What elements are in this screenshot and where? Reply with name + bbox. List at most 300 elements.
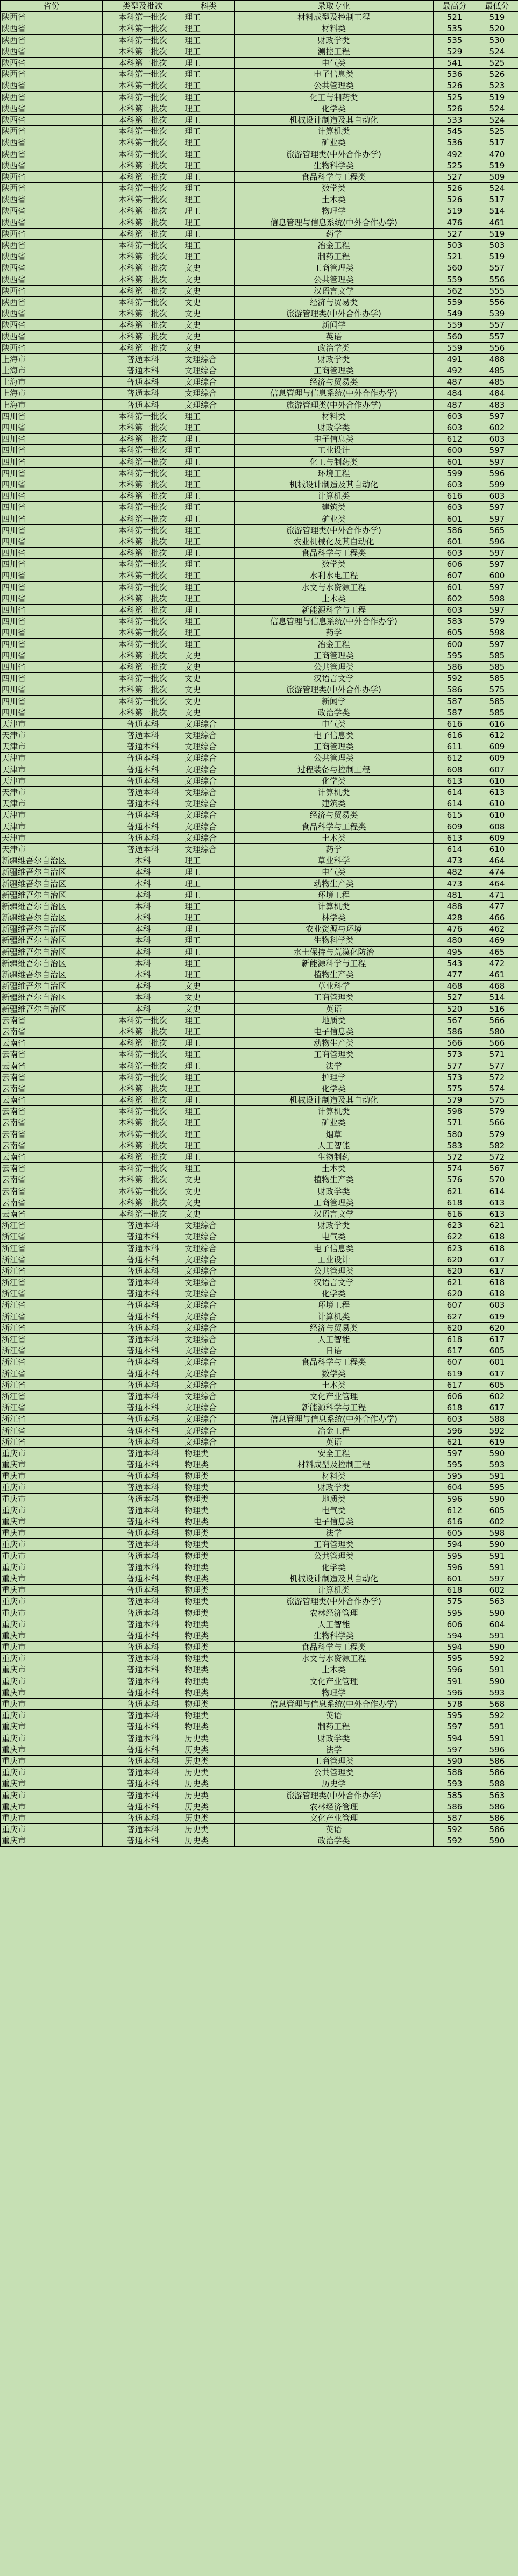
cell-subject-category: 物理类 xyxy=(183,1505,235,1516)
cell-max-score: 503 xyxy=(434,239,476,251)
cell-max-score: 597 xyxy=(434,1744,476,1755)
cell-province: 重庆市 xyxy=(1,1630,103,1641)
cell-max-score: 586 xyxy=(434,1801,476,1812)
cell-batch-type: 本科 xyxy=(103,912,183,924)
cell-province: 新疆维吾尔自治区 xyxy=(1,924,103,935)
cell-max-score: 592 xyxy=(434,673,476,684)
table-row xyxy=(1,239,518,251)
cell-subject-category: 物理类 xyxy=(183,1471,235,1482)
cell-province: 云南省 xyxy=(1,1071,103,1083)
cell-admitted-major: 生物科学类 xyxy=(235,160,434,171)
cell-subject-category: 物理类 xyxy=(183,1619,235,1630)
cell-min-score: 603 xyxy=(476,491,518,502)
cell-max-score: 575 xyxy=(434,1596,476,1607)
cell-admitted-major: 计算机类 xyxy=(235,900,434,912)
cell-province: 新疆维吾尔自治区 xyxy=(1,957,103,969)
cell-min-score: 585 xyxy=(476,707,518,718)
cell-admitted-major: 汉语言文学 xyxy=(235,1277,434,1288)
cell-min-score: 617 xyxy=(476,1265,518,1276)
cell-admitted-major: 经济与贸易类 xyxy=(235,1322,434,1333)
cell-province: 浙江省 xyxy=(1,1379,103,1390)
cell-batch-type: 普通本科 xyxy=(103,1265,183,1276)
table-row xyxy=(1,821,518,832)
cell-admitted-major: 土木类 xyxy=(235,832,434,843)
cell-admitted-major: 化工与制药类 xyxy=(235,91,434,103)
cell-min-score: 590 xyxy=(476,1493,518,1505)
cell-min-score: 462 xyxy=(476,924,518,935)
table-row xyxy=(1,422,518,433)
cell-max-score: 595 xyxy=(434,1710,476,1721)
cell-subject-category: 理工 xyxy=(183,194,235,205)
cell-province: 陕西省 xyxy=(1,103,103,114)
cell-max-score: 599 xyxy=(434,467,476,479)
cell-min-score: 596 xyxy=(476,1744,518,1755)
cell-province: 新疆维吾尔自治区 xyxy=(1,1003,103,1014)
table-row xyxy=(1,262,518,274)
cell-province: 浙江省 xyxy=(1,1311,103,1322)
cell-batch-type: 普通本科 xyxy=(103,1573,183,1584)
cell-min-score: 519 xyxy=(476,228,518,239)
table-row xyxy=(1,377,518,388)
cell-subject-category: 文理综合 xyxy=(183,786,235,798)
cell-min-score: 603 xyxy=(476,434,518,445)
cell-subject-category: 理工 xyxy=(183,69,235,80)
table-row xyxy=(1,491,518,502)
cell-max-score: 607 xyxy=(434,1300,476,1311)
cell-subject-category: 物理类 xyxy=(183,1596,235,1607)
cell-max-score: 529 xyxy=(434,46,476,57)
cell-subject-category: 物理类 xyxy=(183,1516,235,1527)
cell-min-score: 488 xyxy=(476,353,518,365)
cell-min-score: 588 xyxy=(476,1414,518,1425)
cell-min-score: 590 xyxy=(476,1607,518,1619)
cell-province: 陕西省 xyxy=(1,160,103,171)
table-row xyxy=(1,46,518,57)
cell-max-score: 614 xyxy=(434,843,476,855)
cell-batch-type: 本科 xyxy=(103,969,183,980)
cell-admitted-major: 计算机类 xyxy=(235,1106,434,1117)
cell-admitted-major: 护理学 xyxy=(235,1071,434,1083)
cell-province: 陕西省 xyxy=(1,205,103,217)
table-row xyxy=(1,935,518,946)
cell-min-score: 530 xyxy=(476,34,518,46)
cell-batch-type: 普通本科 xyxy=(103,1585,183,1596)
cell-batch-type: 本科第一批次 xyxy=(103,1117,183,1129)
cell-province: 重庆市 xyxy=(1,1573,103,1584)
cell-max-score: 574 xyxy=(434,1163,476,1174)
cell-admitted-major: 文化产业管理 xyxy=(235,1812,434,1823)
cell-province: 重庆市 xyxy=(1,1835,103,1847)
cell-province: 重庆市 xyxy=(1,1459,103,1471)
cell-subject-category: 物理类 xyxy=(183,1607,235,1619)
cell-min-score: 509 xyxy=(476,171,518,182)
cell-batch-type: 普通本科 xyxy=(103,786,183,798)
cell-subject-category: 理工 xyxy=(183,114,235,125)
cell-max-score: 595 xyxy=(434,1653,476,1664)
cell-min-score: 613 xyxy=(476,1197,518,1208)
cell-province: 四川省 xyxy=(1,593,103,604)
table-row xyxy=(1,1151,518,1162)
cell-max-score: 594 xyxy=(434,1733,476,1744)
table-row xyxy=(1,205,518,217)
cell-admitted-major: 环境工程 xyxy=(235,467,434,479)
table-row xyxy=(1,1528,518,1539)
cell-admitted-major: 计算机类 xyxy=(235,786,434,798)
cell-max-score: 536 xyxy=(434,137,476,148)
cell-min-score: 519 xyxy=(476,12,518,23)
cell-province: 陕西省 xyxy=(1,342,103,353)
cell-min-score: 618 xyxy=(476,1243,518,1254)
cell-province: 陕西省 xyxy=(1,217,103,228)
cell-subject-category: 理工 xyxy=(183,889,235,900)
cell-province: 四川省 xyxy=(1,696,103,707)
cell-max-score: 614 xyxy=(434,786,476,798)
cell-min-score: 617 xyxy=(476,1402,518,1414)
cell-province: 云南省 xyxy=(1,1197,103,1208)
table-row xyxy=(1,183,518,194)
cell-max-score: 578 xyxy=(434,1698,476,1709)
cell-batch-type: 普通本科 xyxy=(103,1220,183,1231)
cell-subject-category: 理工 xyxy=(183,239,235,251)
table-row xyxy=(1,1493,518,1505)
table-row xyxy=(1,456,518,467)
cell-batch-type: 普通本科 xyxy=(103,1288,183,1300)
cell-province: 浙江省 xyxy=(1,1390,103,1402)
cell-admitted-major: 农业资源与环境 xyxy=(235,924,434,935)
cell-batch-type: 本科第一批次 xyxy=(103,1071,183,1083)
cell-admitted-major: 计算机类 xyxy=(235,1311,434,1322)
cell-batch-type: 本科第一批次 xyxy=(103,1140,183,1151)
cell-min-score: 590 xyxy=(476,1539,518,1550)
cell-admitted-major: 计算机类 xyxy=(235,1585,434,1596)
cell-batch-type: 本科第一批次 xyxy=(103,1151,183,1162)
table-row xyxy=(1,604,518,615)
cell-admitted-major: 工商管理类 xyxy=(235,365,434,377)
cell-max-score: 620 xyxy=(434,1265,476,1276)
cell-batch-type: 普通本科 xyxy=(103,1300,183,1311)
cell-province: 四川省 xyxy=(1,627,103,638)
cell-min-score: 609 xyxy=(476,753,518,764)
cell-subject-category: 文理综合 xyxy=(183,741,235,753)
cell-max-score: 606 xyxy=(434,559,476,570)
cell-admitted-major: 工业设计 xyxy=(235,1254,434,1265)
cell-admitted-major: 制药工程 xyxy=(235,251,434,262)
cell-province: 陕西省 xyxy=(1,320,103,331)
cell-min-score: 609 xyxy=(476,741,518,753)
cell-max-score: 541 xyxy=(434,57,476,68)
cell-max-score: 587 xyxy=(434,707,476,718)
cell-admitted-major: 汉语言文学 xyxy=(235,285,434,296)
table-row xyxy=(1,1140,518,1151)
cell-admitted-major: 环境工程 xyxy=(235,889,434,900)
cell-subject-category: 文史 xyxy=(183,1208,235,1219)
cell-admitted-major: 电子信息类 xyxy=(235,434,434,445)
cell-batch-type: 本科第一批次 xyxy=(103,650,183,661)
table-row xyxy=(1,1208,518,1219)
cell-province: 新疆维吾尔自治区 xyxy=(1,946,103,957)
cell-admitted-major: 财政学类 xyxy=(235,34,434,46)
cell-max-score: 572 xyxy=(434,1151,476,1162)
cell-min-score: 477 xyxy=(476,900,518,912)
cell-province: 浙江省 xyxy=(1,1243,103,1254)
cell-min-score: 597 xyxy=(476,513,518,524)
cell-min-score: 557 xyxy=(476,331,518,342)
cell-max-score: 476 xyxy=(434,924,476,935)
cell-province: 新疆维吾尔自治区 xyxy=(1,981,103,992)
table-row xyxy=(1,730,518,741)
cell-batch-type: 普通本科 xyxy=(103,1664,183,1676)
cell-subject-category: 文理综合 xyxy=(183,1300,235,1311)
cell-province: 四川省 xyxy=(1,661,103,672)
cell-subject-category: 文史 xyxy=(183,1003,235,1014)
cell-admitted-major: 财政学类 xyxy=(235,1220,434,1231)
cell-province: 浙江省 xyxy=(1,1368,103,1379)
cell-min-score: 470 xyxy=(476,148,518,160)
cell-min-score: 570 xyxy=(476,1174,518,1186)
cell-admitted-major: 材料类 xyxy=(235,1471,434,1482)
cell-min-score: 602 xyxy=(476,422,518,433)
table-row xyxy=(1,1014,518,1026)
cell-min-score: 556 xyxy=(476,274,518,285)
cell-subject-category: 理工 xyxy=(183,1083,235,1094)
cell-admitted-major: 人工智能 xyxy=(235,1140,434,1151)
cell-max-score: 613 xyxy=(434,775,476,786)
cell-admitted-major: 食品科学与工程类 xyxy=(235,1642,434,1653)
cell-batch-type: 普通本科 xyxy=(103,1436,183,1447)
cell-admitted-major: 工商管理类 xyxy=(235,1049,434,1060)
cell-admitted-major: 食品科学与工程类 xyxy=(235,548,434,559)
cell-admitted-major: 经济与贸易类 xyxy=(235,377,434,388)
cell-subject-category: 文史 xyxy=(183,650,235,661)
cell-province: 重庆市 xyxy=(1,1516,103,1527)
cell-batch-type: 本科第一批次 xyxy=(103,1014,183,1026)
cell-admitted-major: 旅游管理类(中外合作办学) xyxy=(235,1596,434,1607)
cell-admitted-major: 公共管理类 xyxy=(235,274,434,285)
cell-max-score: 559 xyxy=(434,274,476,285)
cell-batch-type: 普通本科 xyxy=(103,1721,183,1733)
cell-min-score: 586 xyxy=(476,1767,518,1778)
cell-province: 四川省 xyxy=(1,524,103,536)
cell-province: 天津市 xyxy=(1,843,103,855)
table-row xyxy=(1,1767,518,1778)
table-row xyxy=(1,1414,518,1425)
cell-batch-type: 普通本科 xyxy=(103,1277,183,1288)
cell-batch-type: 本科第一批次 xyxy=(103,160,183,171)
cell-batch-type: 普通本科 xyxy=(103,1505,183,1516)
cell-province: 浙江省 xyxy=(1,1300,103,1311)
cell-min-score: 586 xyxy=(476,1812,518,1823)
cell-subject-category: 理工 xyxy=(183,627,235,638)
table-row xyxy=(1,843,518,855)
cell-max-score: 600 xyxy=(434,445,476,456)
cell-subject-category: 文史 xyxy=(183,981,235,992)
cell-min-score: 579 xyxy=(476,1129,518,1140)
cell-admitted-major: 人工智能 xyxy=(235,1619,434,1630)
cell-province: 重庆市 xyxy=(1,1778,103,1790)
cell-max-score: 605 xyxy=(434,1528,476,1539)
cell-subject-category: 物理类 xyxy=(183,1710,235,1721)
cell-min-score: 605 xyxy=(476,1345,518,1357)
table-row xyxy=(1,992,518,1003)
cell-min-score: 592 xyxy=(476,1425,518,1436)
cell-province: 四川省 xyxy=(1,445,103,456)
cell-admitted-major: 公共管理类 xyxy=(235,1550,434,1562)
cell-province: 陕西省 xyxy=(1,296,103,308)
cell-subject-category: 历史类 xyxy=(183,1790,235,1801)
cell-max-score: 617 xyxy=(434,1379,476,1390)
cell-admitted-major: 动物生产类 xyxy=(235,878,434,889)
cell-batch-type: 普通本科 xyxy=(103,1812,183,1823)
cell-min-score: 591 xyxy=(476,1721,518,1733)
table-row xyxy=(1,434,518,445)
table-row xyxy=(1,1333,518,1345)
cell-batch-type: 本科第一批次 xyxy=(103,262,183,274)
header-min-score: 最低分 xyxy=(476,1,518,12)
table-row xyxy=(1,1482,518,1493)
cell-min-score: 566 xyxy=(476,1117,518,1129)
cell-admitted-major: 机械设计制造及其自动化 xyxy=(235,1573,434,1584)
cell-admitted-major: 英语 xyxy=(235,331,434,342)
cell-admitted-major: 矿业类 xyxy=(235,1117,434,1129)
cell-admitted-major: 水文与水资源工程 xyxy=(235,581,434,593)
cell-min-score: 582 xyxy=(476,1140,518,1151)
cell-min-score: 590 xyxy=(476,1835,518,1847)
table-row xyxy=(1,1619,518,1630)
cell-admitted-major: 矿业类 xyxy=(235,137,434,148)
cell-min-score: 585 xyxy=(476,650,518,661)
cell-batch-type: 普通本科 xyxy=(103,1698,183,1709)
cell-min-score: 590 xyxy=(476,1447,518,1459)
cell-max-score: 606 xyxy=(434,1619,476,1630)
cell-admitted-major: 土木类 xyxy=(235,1163,434,1174)
cell-max-score: 605 xyxy=(434,627,476,638)
cell-max-score: 618 xyxy=(434,1402,476,1414)
cell-subject-category: 文理综合 xyxy=(183,1311,235,1322)
cell-min-score: 567 xyxy=(476,1163,518,1174)
table-row xyxy=(1,388,518,399)
cell-admitted-major: 公共管理类 xyxy=(235,1767,434,1778)
cell-batch-type: 本科第一批次 xyxy=(103,1106,183,1117)
cell-subject-category: 理工 xyxy=(183,855,235,867)
cell-subject-category: 理工 xyxy=(183,1038,235,1049)
cell-subject-category: 理工 xyxy=(183,410,235,422)
cell-subject-category: 文史 xyxy=(183,274,235,285)
cell-subject-category: 文理综合 xyxy=(183,843,235,855)
cell-admitted-major: 化学类 xyxy=(235,775,434,786)
cell-max-score: 519 xyxy=(434,205,476,217)
cell-province: 陕西省 xyxy=(1,228,103,239)
cell-max-score: 604 xyxy=(434,1482,476,1493)
cell-max-score: 594 xyxy=(434,1539,476,1550)
cell-batch-type: 本科第一批次 xyxy=(103,194,183,205)
cell-min-score: 580 xyxy=(476,1026,518,1037)
table-row xyxy=(1,410,518,422)
cell-max-score: 525 xyxy=(434,160,476,171)
cell-admitted-major: 计算机类 xyxy=(235,126,434,137)
cell-min-score: 597 xyxy=(476,559,518,570)
cell-province: 新疆维吾尔自治区 xyxy=(1,969,103,980)
cell-admitted-major: 旅游管理类(中外合作办学) xyxy=(235,308,434,320)
table-row xyxy=(1,1311,518,1322)
cell-max-score: 603 xyxy=(434,548,476,559)
table-row xyxy=(1,684,518,696)
cell-subject-category: 文理综合 xyxy=(183,1254,235,1265)
cell-admitted-major: 农林经济管理 xyxy=(235,1801,434,1812)
cell-min-score: 597 xyxy=(476,638,518,650)
cell-batch-type: 普通本科 xyxy=(103,1516,183,1527)
cell-province: 浙江省 xyxy=(1,1436,103,1447)
table-row xyxy=(1,616,518,627)
cell-min-score: 471 xyxy=(476,889,518,900)
table-row xyxy=(1,1174,518,1186)
table-row xyxy=(1,467,518,479)
cell-subject-category: 文理综合 xyxy=(183,377,235,388)
cell-batch-type: 本科第一批次 xyxy=(103,69,183,80)
cell-province: 浙江省 xyxy=(1,1402,103,1414)
cell-max-score: 602 xyxy=(434,593,476,604)
cell-min-score: 517 xyxy=(476,137,518,148)
cell-batch-type: 本科第一批次 xyxy=(103,285,183,296)
cell-province: 四川省 xyxy=(1,536,103,547)
cell-subject-category: 理工 xyxy=(183,604,235,615)
cell-max-score: 527 xyxy=(434,992,476,1003)
table-row xyxy=(1,1573,518,1584)
cell-batch-type: 普通本科 xyxy=(103,1402,183,1414)
cell-max-score: 601 xyxy=(434,536,476,547)
cell-admitted-major: 地质类 xyxy=(235,1014,434,1026)
table-row xyxy=(1,445,518,456)
cell-max-score: 591 xyxy=(434,1676,476,1687)
table-row xyxy=(1,1243,518,1254)
cell-province: 浙江省 xyxy=(1,1414,103,1425)
cell-subject-category: 理工 xyxy=(183,513,235,524)
cell-subject-category: 物理类 xyxy=(183,1642,235,1653)
cell-batch-type: 本科 xyxy=(103,878,183,889)
cell-max-score: 620 xyxy=(434,1322,476,1333)
cell-admitted-major: 水土保持与荒漠化防治 xyxy=(235,946,434,957)
cell-min-score: 516 xyxy=(476,1003,518,1014)
cell-province: 上海市 xyxy=(1,365,103,377)
cell-min-score: 526 xyxy=(476,69,518,80)
cell-subject-category: 文理综合 xyxy=(183,1277,235,1288)
cell-max-score: 588 xyxy=(434,1767,476,1778)
cell-batch-type: 普通本科 xyxy=(103,1710,183,1721)
cell-province: 云南省 xyxy=(1,1014,103,1026)
cell-province: 重庆市 xyxy=(1,1744,103,1755)
cell-province: 重庆市 xyxy=(1,1562,103,1573)
cell-min-score: 484 xyxy=(476,388,518,399)
cell-admitted-major: 材料类 xyxy=(235,23,434,34)
cell-province: 重庆市 xyxy=(1,1493,103,1505)
cell-max-score: 612 xyxy=(434,434,476,445)
cell-batch-type: 本科第一批次 xyxy=(103,1049,183,1060)
cell-admitted-major: 政治学类 xyxy=(235,1835,434,1847)
table-row xyxy=(1,570,518,581)
cell-province: 上海市 xyxy=(1,399,103,410)
cell-admitted-major: 信息管理与信息系统(中外合作办学) xyxy=(235,1698,434,1709)
cell-subject-category: 理工 xyxy=(183,126,235,137)
cell-admitted-major: 新能源科学与工程 xyxy=(235,957,434,969)
cell-max-score: 603 xyxy=(434,1414,476,1425)
cell-admitted-major: 新能源科学与工程 xyxy=(235,1402,434,1414)
cell-subject-category: 文理综合 xyxy=(183,1333,235,1345)
cell-province: 重庆市 xyxy=(1,1710,103,1721)
cell-subject-category: 理工 xyxy=(183,638,235,650)
cell-subject-category: 文史 xyxy=(183,342,235,353)
table-row xyxy=(1,1231,518,1243)
cell-batch-type: 普通本科 xyxy=(103,821,183,832)
cell-min-score: 524 xyxy=(476,46,518,57)
